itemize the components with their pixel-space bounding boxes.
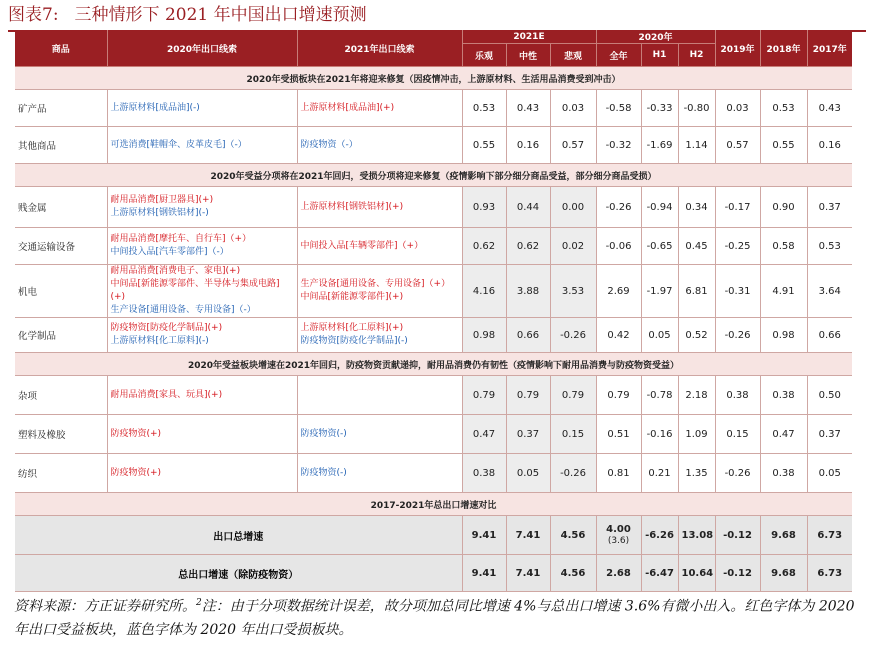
total-value-cell [462,555,506,592]
note-text: 注：由于分项数据统计误差，故分项加总同比增速 4%与总出口增速 3.6%有微小出入。红色字体为 2020 年出口受益板块，蓝色字体为 2020 年出口受损板块。 [14,598,855,638]
value-cell: 0.62 [462,228,506,265]
total-value: 6.73 [817,529,843,541]
header-sub-label: H1 [641,44,678,67]
header-group-2021e: 2021E [462,30,596,44]
value-cell: 0.47 [462,415,506,454]
clue-2020-cell [107,90,297,127]
value-cell: 0.98 [462,318,506,353]
product-name: 化学制品 [15,318,107,353]
value-cell: 3.53 [550,265,596,318]
clue-line: 防疫物资（-） [300,139,358,150]
value-cell: 0.38 [715,376,760,415]
value-cell: 0.44 [506,187,550,228]
value-cell: -0.25 [715,228,760,265]
value-cell: 0.57 [550,127,596,164]
value-cell: 0.53 [462,90,506,127]
header-group-2020: 2020年 [596,30,715,44]
value-cell: -0.33 [641,90,678,127]
value-cell: 0.79 [506,376,550,415]
value-cell: 0.15 [550,415,596,454]
table-row [15,187,852,228]
total-value-cell [506,516,550,555]
value-cell: 0.38 [760,376,807,415]
total-value: 4.56 [560,529,586,541]
total-name: 出口总增速 [15,516,462,555]
clue-2020-cell [107,265,297,318]
clue-line: 防疫物资(-) [300,467,347,478]
total-value: -0.12 [723,529,752,541]
clue-line: 中间投入品[汽车零部件]（-） [110,247,229,257]
value-cell: 0.05 [807,454,852,493]
value-cell: 0.16 [807,127,852,164]
value-cell: -0.80 [678,90,715,127]
total-value: -0.12 [723,567,752,579]
value-cell: -0.26 [715,454,760,493]
value-cell: 0.03 [715,90,760,127]
section-title: 2020年受损板块在2021年将迎来修复（因疫情冲击，上游原材料、生活用品消费受到冲击） [15,67,852,90]
header-sub-label: H2 [678,44,715,67]
clue-line: 生产设备[通用设备、专用设备]（+） [300,279,451,289]
section-title: 2020年受益板块增速在2021年回归，防疫物资贡献递抑，耐用品消费仍有韧性（疫情影响下耐用品消费与防疫物资受益） [15,353,852,376]
forecast-table [15,30,852,592]
value-cell: 0.53 [760,90,807,127]
total-row [15,555,852,592]
value-cell: -1.97 [641,265,678,318]
value-cell: 0.43 [506,90,550,127]
value-cell: 0.37 [807,415,852,454]
footer-note [14,592,859,642]
value-cell: 0.81 [596,454,641,493]
clue-line: 防疫物资(-) [300,428,347,439]
header-sub-label: 中性 [506,44,550,67]
clue-line: 耐用品消费[家具、玩具](+) [110,389,223,400]
value-cell: -0.26 [596,187,641,228]
value-cell: 0.66 [807,318,852,353]
table-row [15,90,852,127]
product-name: 交通运输设备 [15,228,107,265]
value-cell: -0.17 [715,187,760,228]
clue-2021-cell [297,318,462,353]
clue-2021-cell [297,127,462,164]
value-cell: 0.90 [760,187,807,228]
section-header [15,67,852,90]
value-cell: 3.64 [807,265,852,318]
clue-2020-cell [107,127,297,164]
value-cell: 0.62 [506,228,550,265]
clue-2020-cell [107,228,297,265]
value-cell: -0.94 [641,187,678,228]
clue-2021-cell [297,228,462,265]
value-cell: -0.65 [641,228,678,265]
clue-line: 上游原材料[成品油](+) [300,102,395,113]
value-cell: 0.37 [506,415,550,454]
clue-line: 防疫物资[防疫化学制品](-) [300,336,408,346]
total-value-cell [678,516,715,555]
table-row [15,265,852,318]
value-cell: 0.66 [506,318,550,353]
total-value: 2.68 [606,567,631,579]
section-header [15,353,852,376]
product-name: 矿产品 [15,90,107,127]
product-name: 塑料及橡胶 [15,415,107,454]
clue-2021-cell [297,376,462,415]
value-cell: 0.53 [807,228,852,265]
clue-line: 耐用品消费[厨卫器具](+) [110,195,214,205]
total-value: -6.26 [645,529,674,541]
clue-line: 上游原材料[钢铁铝材](+) [300,201,404,212]
value-cell: 0.42 [596,318,641,353]
header-sub-label: 悲观 [550,44,596,67]
total-value-cell [715,516,760,555]
value-cell: 0.43 [807,90,852,127]
clue-2021-cell [297,454,462,493]
footnote-marker: 2 [196,598,202,608]
total-value-cell [596,555,641,592]
total-value: 7.41 [515,567,541,579]
value-cell: -0.26 [550,454,596,493]
value-cell: 0.79 [462,376,506,415]
section-title: 2017-2021年总出口增速对比 [15,493,852,516]
value-cell: 6.81 [678,265,715,318]
value-cell: 0.93 [462,187,506,228]
total-name: 总出口增速（除防疫物资） [15,555,462,592]
clue-line: 上游原材料[成品油](-) [110,102,200,113]
total-value: 6.73 [817,567,843,579]
clue-2020-cell [107,415,297,454]
clue-line: 上游原材料[化工原料](+) [300,323,404,333]
value-cell: 0.37 [807,187,852,228]
clue-line: 可选消费[鞋帽伞、皮革皮毛]（-） [110,139,247,150]
total-value-cell [678,555,715,592]
value-cell: -0.32 [596,127,641,164]
clue-2021-cell [297,187,462,228]
total-value: 13.08 [681,529,714,541]
value-cell: 2.69 [596,265,641,318]
total-value-cell [807,555,852,592]
table-row [15,454,852,493]
clue-line: 上游原材料[钢铁铝材](-) [110,208,209,218]
header-product: 商品 [15,30,107,67]
header-2019: 2019年 [715,30,760,67]
clue-line: 防疫物资(+) [110,428,162,439]
total-value: 4.56 [560,567,586,579]
clue-2020-cell [107,318,297,353]
value-cell: 0.45 [678,228,715,265]
value-cell: 0.34 [678,187,715,228]
clue-line: 耐用品消费[消费电子、家电](+) [110,266,241,276]
header-row [15,30,852,44]
value-cell: 2.18 [678,376,715,415]
clue-line: 防疫物资[防疫化学制品](+) [110,323,223,333]
value-cell: 0.00 [550,187,596,228]
total-value-cell [760,555,807,592]
clue-line: 生产设备[通用设备、专用设备]（-） [110,305,256,315]
source-text: 资料来源：方正证券研究所。 [14,598,196,615]
value-cell: 1.35 [678,454,715,493]
total-row [15,516,852,555]
product-name: 杂项 [15,376,107,415]
clue-2021-cell [297,265,462,318]
total-value-cell [715,555,760,592]
clue-line: 中间投入品[车辆零部件]（+） [300,240,424,251]
value-cell: -0.78 [641,376,678,415]
product-name: 机电 [15,265,107,318]
value-cell: 0.79 [550,376,596,415]
header-sub-label: 乐观 [462,44,506,67]
total-value-cell [641,516,678,555]
total-value: 9.41 [471,529,497,541]
total-value-cell [596,516,641,555]
table-row [15,318,852,353]
clue-2020-cell [107,454,297,493]
value-cell: -0.16 [641,415,678,454]
value-cell: 0.21 [641,454,678,493]
value-cell: 0.47 [760,415,807,454]
section-header [15,493,852,516]
value-cell: -0.58 [596,90,641,127]
value-cell: 0.16 [506,127,550,164]
total-value: -6.47 [645,567,674,579]
total-value-cell [506,555,550,592]
table-body [15,30,852,592]
table-row [15,228,852,265]
header-2017: 2017年 [807,30,852,67]
clue-2020-cell [107,187,297,228]
clue-line: 耐用品消费[摩托车、自行车]（+） [110,234,252,244]
value-cell: 0.98 [760,318,807,353]
table-row [15,415,852,454]
total-value: 9.68 [771,529,796,541]
value-cell: 0.55 [760,127,807,164]
value-cell: 0.05 [641,318,678,353]
figure-title-text: 三种情形下 2021 年中国出口增速预测 [74,5,367,25]
header-sub-label: 全年 [596,44,641,67]
value-cell: 3.88 [506,265,550,318]
total-value: 4.00 [606,523,631,535]
clue-line: 上游原材料[化工原料](-) [110,336,209,346]
total-value: 7.41 [515,529,541,541]
value-cell: -1.69 [641,127,678,164]
value-cell: 0.50 [807,376,852,415]
total-value-cell [760,516,807,555]
clue-2021-cell [297,90,462,127]
header-clue-2021: 2021年出口线索 [297,30,462,67]
header-2018: 2018年 [760,30,807,67]
value-cell: 0.02 [550,228,596,265]
value-cell: -0.26 [550,318,596,353]
section-title: 2020年受益分项将在2021年回归，受损分项将迎来修复（疫情影响下部分细分商品受益，部分细分商品受损） [15,164,852,187]
product-name: 其他商品 [15,127,107,164]
total-value: 9.68 [771,567,796,579]
clue-2020-cell [107,376,297,415]
clue-line: 防疫物资(+) [110,467,162,478]
value-cell: 0.15 [715,415,760,454]
value-cell: -0.06 [596,228,641,265]
clue-line: 中间品[新能源零部件、半导体与集成电路](+) [110,279,280,302]
table-row [15,376,852,415]
header-clue-2020: 2020年出口线索 [107,30,297,67]
value-cell: 4.16 [462,265,506,318]
value-cell: 0.05 [506,454,550,493]
total-value-cell [550,555,596,592]
value-cell: 1.14 [678,127,715,164]
product-name: 纺织 [15,454,107,493]
figure-title [8,2,866,32]
value-cell: 0.03 [550,90,596,127]
total-value-cell [641,555,678,592]
value-cell: 0.58 [760,228,807,265]
total-value: 9.41 [471,567,497,579]
value-cell: 0.52 [678,318,715,353]
figure-label: 图表7: [8,5,59,25]
clue-line: 中间品[新能源零部件](+) [300,292,404,302]
table-row [15,127,852,164]
value-cell: 0.51 [596,415,641,454]
value-cell: 4.91 [760,265,807,318]
total-value: 10.64 [681,567,714,579]
value-cell: 0.38 [462,454,506,493]
total-value-cell [807,516,852,555]
value-cell: 1.09 [678,415,715,454]
value-cell: 0.57 [715,127,760,164]
total-value-cell [462,516,506,555]
value-cell: 0.55 [462,127,506,164]
value-cell: -0.26 [715,318,760,353]
product-name: 贱金属 [15,187,107,228]
total-value-cell [550,516,596,555]
value-cell: -0.31 [715,265,760,318]
total-value-note: (3.6) [607,535,630,546]
clue-2021-cell [297,415,462,454]
section-header [15,164,852,187]
value-cell: 0.38 [760,454,807,493]
value-cell: 0.79 [596,376,641,415]
